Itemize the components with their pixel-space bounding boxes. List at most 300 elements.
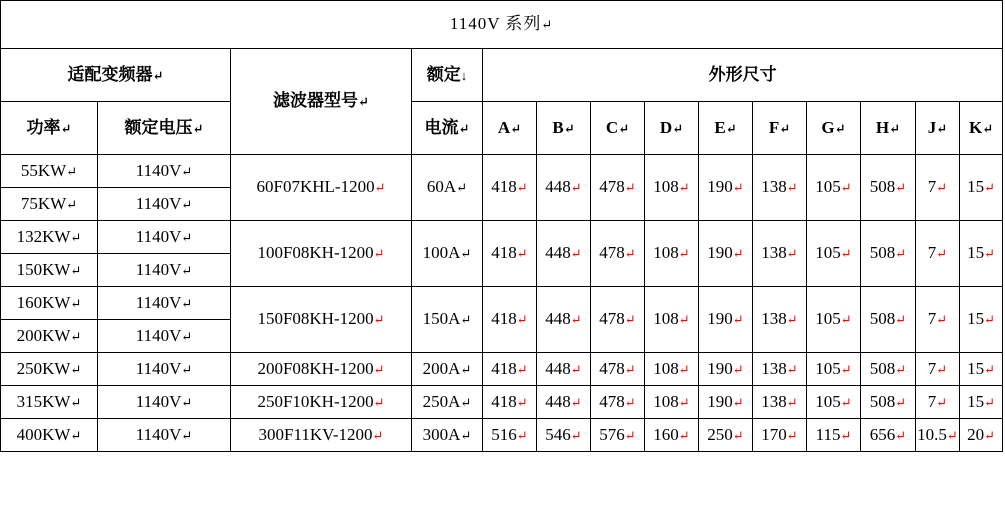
cell-filter-model	[231, 419, 412, 452]
cell-current-value: 150A	[422, 309, 461, 329]
header-dimensions-label: 外形尺寸	[708, 64, 777, 84]
cell-power	[1, 419, 98, 452]
cell-current	[412, 353, 483, 386]
cell-voltage	[98, 155, 231, 188]
pilcrow-mark: ↵	[936, 312, 948, 328]
cell-power	[1, 188, 98, 221]
cell-current	[412, 221, 483, 287]
cell-dim-e-value: 190	[707, 358, 733, 378]
pilcrow-mark: ↵	[70, 328, 82, 344]
cell-voltage	[98, 353, 231, 386]
cell-dim-k-value: 15	[967, 391, 985, 411]
pilcrow-mark: ↵	[786, 246, 798, 262]
pilcrow-mark: ↵	[152, 67, 164, 83]
cell-dim-g	[807, 221, 861, 287]
pilcrow-mark: ↵	[460, 246, 472, 262]
pilcrow-mark: ↵	[840, 246, 852, 262]
cell-power-value: 55KW	[20, 160, 67, 180]
cell-dim-k	[960, 386, 1003, 419]
cell-power-value: 132KW	[16, 226, 71, 246]
pilcrow-mark: ↵	[895, 312, 907, 328]
cell-dim-h	[861, 221, 916, 287]
cell-dim-k	[960, 419, 1003, 452]
cell-voltage-value: 1140V	[135, 391, 182, 411]
arrow-down-icon: ↓	[460, 67, 468, 83]
header-filter-model-label: 滤波器型号	[273, 91, 359, 111]
cell-voltage	[98, 188, 231, 221]
header-dim-c	[591, 102, 645, 155]
cell-dim-a	[483, 221, 537, 287]
pilcrow-mark: ↵	[840, 361, 852, 377]
cell-dim-c	[591, 419, 645, 452]
pilcrow-mark: ↵	[66, 163, 78, 179]
header-rated-voltage	[98, 102, 231, 155]
cell-dim-c-value: 478	[599, 391, 625, 411]
cell-dim-c-value: 478	[599, 243, 625, 263]
cell-dim-c	[591, 386, 645, 419]
cell-dim-d	[645, 155, 699, 221]
pilcrow-mark: ↵	[624, 246, 636, 262]
cell-dim-j-value: 10.5	[917, 424, 947, 444]
pilcrow-mark: ↵	[181, 196, 193, 212]
cell-power	[1, 320, 98, 353]
cell-dim-c	[591, 287, 645, 353]
cell-dim-g-value: 105	[815, 177, 841, 197]
cell-dim-j-value: 7	[927, 391, 937, 411]
pilcrow-mark: ↵	[70, 427, 82, 443]
cell-filter-model	[231, 287, 412, 353]
cell-dim-b-value: 448	[545, 309, 571, 329]
pilcrow-mark: ↵	[372, 427, 384, 443]
cell-dim-h	[861, 386, 916, 419]
pilcrow-mark: ↵	[984, 427, 996, 443]
cell-dim-h-value: 508	[869, 358, 896, 378]
pilcrow-mark: ↵	[732, 427, 744, 443]
cell-dim-e-value: 190	[707, 243, 733, 263]
header-rated-line1: 额定	[426, 64, 461, 84]
document-title	[1, 1, 1003, 49]
cell-filter-model	[231, 155, 412, 221]
pilcrow-mark: ↵	[570, 427, 582, 443]
pilcrow-mark: ↵	[984, 361, 996, 377]
pilcrow-mark: ↵	[570, 180, 582, 196]
pilcrow-mark: ↵	[624, 394, 636, 410]
header-rated-voltage-label: 额定电压	[124, 117, 193, 137]
cell-dim-b-value: 448	[545, 358, 571, 378]
pilcrow-mark: ↵	[982, 120, 994, 136]
cell-dim-k-value: 15	[967, 358, 985, 378]
pilcrow-mark: ↵	[840, 394, 852, 410]
cell-dim-g	[807, 386, 861, 419]
cell-dim-e	[699, 221, 753, 287]
cell-dim-c	[591, 155, 645, 221]
pilcrow-mark: ↵	[895, 361, 907, 377]
header-dimensions	[483, 49, 1003, 102]
header-dim-g	[807, 102, 861, 155]
cell-dim-f-value: 138	[761, 177, 787, 197]
pilcrow-mark: ↵	[458, 120, 470, 136]
cell-dim-g	[807, 353, 861, 386]
cell-dim-f	[753, 287, 807, 353]
cell-power	[1, 386, 98, 419]
cell-dim-j	[916, 221, 960, 287]
pilcrow-mark: ↵	[618, 120, 630, 136]
header-rated-current-top	[412, 49, 483, 102]
pilcrow-mark: ↵	[984, 312, 996, 328]
header-dim-e	[699, 102, 753, 155]
pilcrow-mark: ↵	[732, 312, 744, 328]
cell-dim-d	[645, 386, 699, 419]
cell-dim-k-value: 15	[967, 177, 985, 197]
cell-dim-j-value: 7	[927, 177, 937, 197]
cell-dim-e	[699, 287, 753, 353]
cell-voltage-value: 1140V	[135, 424, 182, 444]
cell-power-value: 315KW	[16, 391, 71, 411]
cell-dim-a	[483, 155, 537, 221]
cell-voltage-value: 1140V	[135, 325, 182, 345]
pilcrow-mark: ↵	[732, 180, 744, 196]
cell-voltage	[98, 419, 231, 452]
cell-current-value: 60A	[426, 177, 457, 197]
cell-dim-d	[645, 287, 699, 353]
header-dim-a	[483, 102, 537, 155]
cell-dim-j	[916, 419, 960, 452]
pilcrow-mark: ↵	[181, 427, 193, 443]
header-dim-f-label: F	[768, 117, 780, 137]
table-row	[1, 386, 1003, 419]
header-dim-k	[960, 102, 1003, 155]
cell-dim-k	[960, 155, 1003, 221]
header-dim-e-label: E	[714, 117, 726, 137]
pilcrow-mark: ↵	[786, 394, 798, 410]
cell-dim-c-value: 478	[599, 177, 625, 197]
pilcrow-mark: ↵	[456, 180, 468, 196]
cell-dim-k	[960, 353, 1003, 386]
cell-dim-a-value: 418	[491, 391, 517, 411]
pilcrow-mark: ↵	[840, 180, 852, 196]
cell-dim-g	[807, 155, 861, 221]
cell-dim-f	[753, 221, 807, 287]
cell-dim-k-value: 15	[967, 309, 985, 329]
cell-filter-model	[231, 221, 412, 287]
header-power	[1, 102, 98, 155]
cell-filter-model-value: 100F08KH-1200	[257, 243, 374, 263]
pilcrow-mark: ↵	[516, 361, 528, 377]
cell-dim-h-value: 656	[869, 424, 896, 444]
pilcrow-mark: ↵	[984, 180, 996, 196]
cell-dim-f	[753, 419, 807, 452]
pilcrow-mark: ↵	[460, 361, 472, 377]
cell-dim-j	[916, 155, 960, 221]
cell-voltage	[98, 287, 231, 320]
cell-dim-f-value: 138	[761, 243, 787, 263]
pilcrow-mark: ↵	[181, 262, 193, 278]
cell-dim-f	[753, 353, 807, 386]
cell-current-value: 300A	[422, 424, 461, 444]
pilcrow-mark: ↵	[70, 394, 82, 410]
cell-dim-b-value: 448	[545, 243, 571, 263]
pilcrow-mark: ↵	[516, 312, 528, 328]
table-row	[1, 155, 1003, 188]
pilcrow-mark: ↵	[895, 394, 907, 410]
cell-dim-d-value: 108	[653, 243, 679, 263]
pilcrow-mark: ↵	[624, 180, 636, 196]
header-rated-line2: 电流	[424, 117, 459, 137]
cell-dim-a	[483, 419, 537, 452]
pilcrow-mark: ↵	[516, 180, 528, 196]
cell-voltage-value: 1140V	[135, 358, 182, 378]
pilcrow-mark: ↵	[678, 427, 690, 443]
cell-voltage	[98, 221, 231, 254]
cell-dim-j-value: 7	[927, 243, 937, 263]
cell-filter-model-value: 250F10KH-1200	[257, 391, 374, 411]
pilcrow-mark: ↵	[460, 312, 472, 328]
cell-dim-f	[753, 386, 807, 419]
cell-current	[412, 386, 483, 419]
header-dim-b-label: B	[552, 117, 564, 137]
cell-dim-h-value: 508	[869, 391, 896, 411]
cell-dim-b	[537, 353, 591, 386]
pilcrow-mark: ↵	[60, 120, 72, 136]
cell-voltage	[98, 254, 231, 287]
pilcrow-mark: ↵	[936, 120, 948, 136]
pilcrow-mark: ↵	[786, 361, 798, 377]
cell-dim-e	[699, 386, 753, 419]
cell-dim-h	[861, 287, 916, 353]
pilcrow-mark: ↵	[181, 361, 193, 377]
pilcrow-mark: ↵	[895, 180, 907, 196]
header-dim-a-label: A	[497, 117, 511, 137]
cell-dim-a-value: 418	[491, 243, 517, 263]
pilcrow-mark: ↵	[516, 394, 528, 410]
cell-voltage-value: 1140V	[135, 160, 182, 180]
cell-dim-b	[537, 386, 591, 419]
cell-dim-a	[483, 287, 537, 353]
pilcrow-mark: ↵	[786, 180, 798, 196]
header-dim-g-label: G	[821, 117, 835, 137]
pilcrow-mark: ↵	[936, 246, 948, 262]
pilcrow-mark: ↵	[374, 180, 386, 196]
header-rated-current-bottom	[412, 102, 483, 155]
pilcrow-mark: ↵	[840, 427, 852, 443]
cell-dim-d-value: 108	[653, 309, 679, 329]
cell-dim-j	[916, 287, 960, 353]
cell-dim-g-value: 105	[815, 243, 841, 263]
cell-current-value: 100A	[422, 243, 461, 263]
cell-filter-model-value: 60F07KHL-1200	[256, 177, 375, 197]
pilcrow-mark: ↵	[678, 312, 690, 328]
header-dim-b	[537, 102, 591, 155]
cell-dim-c	[591, 221, 645, 287]
cell-dim-e-value: 190	[707, 391, 733, 411]
pilcrow-mark: ↵	[936, 394, 948, 410]
cell-current	[412, 155, 483, 221]
cell-dim-b-value: 546	[545, 424, 571, 444]
cell-current-value: 250A	[422, 391, 461, 411]
cell-dim-f-value: 138	[761, 309, 787, 329]
pilcrow-mark: ↵	[541, 17, 554, 33]
pilcrow-mark: ↵	[192, 120, 204, 136]
pilcrow-mark: ↵	[373, 394, 385, 410]
cell-dim-g-value: 115	[815, 424, 841, 444]
pilcrow-mark: ↵	[181, 328, 193, 344]
cell-dim-f-value: 138	[761, 391, 787, 411]
pilcrow-mark: ↵	[70, 229, 82, 245]
cell-dim-a	[483, 386, 537, 419]
cell-dim-h	[861, 353, 916, 386]
cell-dim-k	[960, 287, 1003, 353]
pilcrow-mark: ↵	[624, 312, 636, 328]
cell-dim-h-value: 508	[869, 309, 896, 329]
pilcrow-mark: ↵	[563, 120, 575, 136]
pilcrow-mark: ↵	[181, 229, 193, 245]
cell-power	[1, 155, 98, 188]
header-dim-h-label: H	[875, 117, 890, 137]
pilcrow-mark: ↵	[70, 262, 82, 278]
pilcrow-mark: ↵	[840, 312, 852, 328]
pilcrow-mark: ↵	[936, 180, 948, 196]
cell-dim-d-value: 108	[653, 177, 679, 197]
pilcrow-mark: ↵	[678, 246, 690, 262]
cell-dim-k-value: 15	[967, 243, 985, 263]
header-drive-group-label: 适配变频器	[67, 64, 153, 84]
cell-dim-j-value: 7	[927, 358, 937, 378]
cell-dim-f	[753, 155, 807, 221]
cell-dim-h	[861, 155, 916, 221]
cell-dim-h-value: 508	[869, 243, 896, 263]
pilcrow-mark: ↵	[373, 361, 385, 377]
cell-dim-c	[591, 353, 645, 386]
pilcrow-mark: ↵	[570, 361, 582, 377]
cell-dim-d	[645, 221, 699, 287]
cell-dim-g-value: 105	[815, 391, 841, 411]
cell-dim-g	[807, 287, 861, 353]
cell-dim-e	[699, 353, 753, 386]
cell-dim-f-value: 138	[761, 358, 787, 378]
pilcrow-mark: ↵	[570, 246, 582, 262]
cell-dim-d-value: 108	[653, 358, 679, 378]
cell-dim-h-value: 508	[869, 177, 896, 197]
cell-dim-c-value: 478	[599, 358, 625, 378]
pilcrow-mark: ↵	[672, 120, 684, 136]
cell-dim-b	[537, 419, 591, 452]
cell-dim-g	[807, 419, 861, 452]
cell-dim-d-value: 160	[653, 424, 679, 444]
pilcrow-mark: ↵	[678, 394, 690, 410]
cell-dim-e-value: 190	[707, 309, 733, 329]
cell-power	[1, 254, 98, 287]
cell-power	[1, 221, 98, 254]
header-dim-h	[861, 102, 916, 155]
pilcrow-mark: ↵	[624, 427, 636, 443]
cell-dim-b-value: 448	[545, 391, 571, 411]
title-text: 1140V 系列	[449, 14, 542, 34]
cell-power-value: 160KW	[16, 292, 71, 312]
cell-power-value: 400KW	[16, 424, 71, 444]
pilcrow-mark: ↵	[460, 427, 472, 443]
cell-voltage-value: 1140V	[135, 292, 182, 312]
pilcrow-mark: ↵	[460, 394, 472, 410]
cell-dim-k-value: 20	[967, 424, 985, 444]
cell-current	[412, 287, 483, 353]
cell-filter-model	[231, 386, 412, 419]
cell-dim-b	[537, 287, 591, 353]
table-row	[1, 221, 1003, 254]
cell-power	[1, 287, 98, 320]
cell-dim-a-value: 418	[491, 358, 517, 378]
pilcrow-mark: ↵	[895, 246, 907, 262]
title-row	[1, 1, 1003, 49]
cell-dim-j	[916, 386, 960, 419]
cell-dim-b	[537, 155, 591, 221]
cell-dim-a-value: 516	[491, 424, 517, 444]
cell-power-value: 150KW	[16, 259, 71, 279]
pilcrow-mark: ↵	[946, 427, 958, 443]
pilcrow-mark: ↵	[66, 196, 78, 212]
cell-dim-c-value: 576	[599, 424, 625, 444]
cell-filter-model-value: 150F08KH-1200	[257, 309, 374, 329]
table-row	[1, 287, 1003, 320]
cell-dim-a	[483, 353, 537, 386]
pilcrow-mark: ↵	[358, 94, 369, 110]
header-dim-f	[753, 102, 807, 155]
table-row	[1, 353, 1003, 386]
cell-voltage-value: 1140V	[135, 259, 182, 279]
pilcrow-mark: ↵	[510, 120, 522, 136]
cell-voltage	[98, 320, 231, 353]
cell-dim-g-value: 105	[815, 309, 841, 329]
cell-dim-b	[537, 221, 591, 287]
cell-voltage-value: 1140V	[135, 193, 182, 213]
header-drive-group	[1, 49, 231, 102]
cell-dim-e-value: 250	[707, 424, 733, 444]
cell-dim-k	[960, 221, 1003, 287]
header-dim-j-label: J	[927, 117, 937, 137]
pilcrow-mark: ↵	[373, 312, 385, 328]
table-row	[1, 419, 1003, 452]
cell-dim-g-value: 105	[815, 358, 841, 378]
pilcrow-mark: ↵	[725, 120, 737, 136]
header-row-top	[1, 49, 1003, 102]
pilcrow-mark: ↵	[732, 246, 744, 262]
pilcrow-mark: ↵	[516, 427, 528, 443]
cell-dim-h	[861, 419, 916, 452]
pilcrow-mark: ↵	[624, 361, 636, 377]
pilcrow-mark: ↵	[70, 295, 82, 311]
pilcrow-mark: ↵	[70, 361, 82, 377]
cell-dim-d	[645, 353, 699, 386]
cell-power	[1, 353, 98, 386]
pilcrow-mark: ↵	[678, 361, 690, 377]
cell-dim-c-value: 478	[599, 309, 625, 329]
cell-dim-d-value: 108	[653, 391, 679, 411]
pilcrow-mark: ↵	[895, 427, 907, 443]
cell-dim-b-value: 448	[545, 177, 571, 197]
cell-dim-f-value: 170	[761, 424, 787, 444]
pilcrow-mark: ↵	[516, 246, 528, 262]
pilcrow-mark: ↵	[786, 427, 798, 443]
cell-filter-model	[231, 353, 412, 386]
pilcrow-mark: ↵	[779, 120, 791, 136]
cell-power-value: 75KW	[20, 193, 67, 213]
header-filter-model	[231, 49, 412, 155]
cell-dim-e	[699, 155, 753, 221]
pilcrow-mark: ↵	[786, 312, 798, 328]
header-dim-d-label: D	[659, 117, 673, 137]
pilcrow-mark: ↵	[984, 394, 996, 410]
pilcrow-mark: ↵	[936, 361, 948, 377]
cell-voltage	[98, 386, 231, 419]
